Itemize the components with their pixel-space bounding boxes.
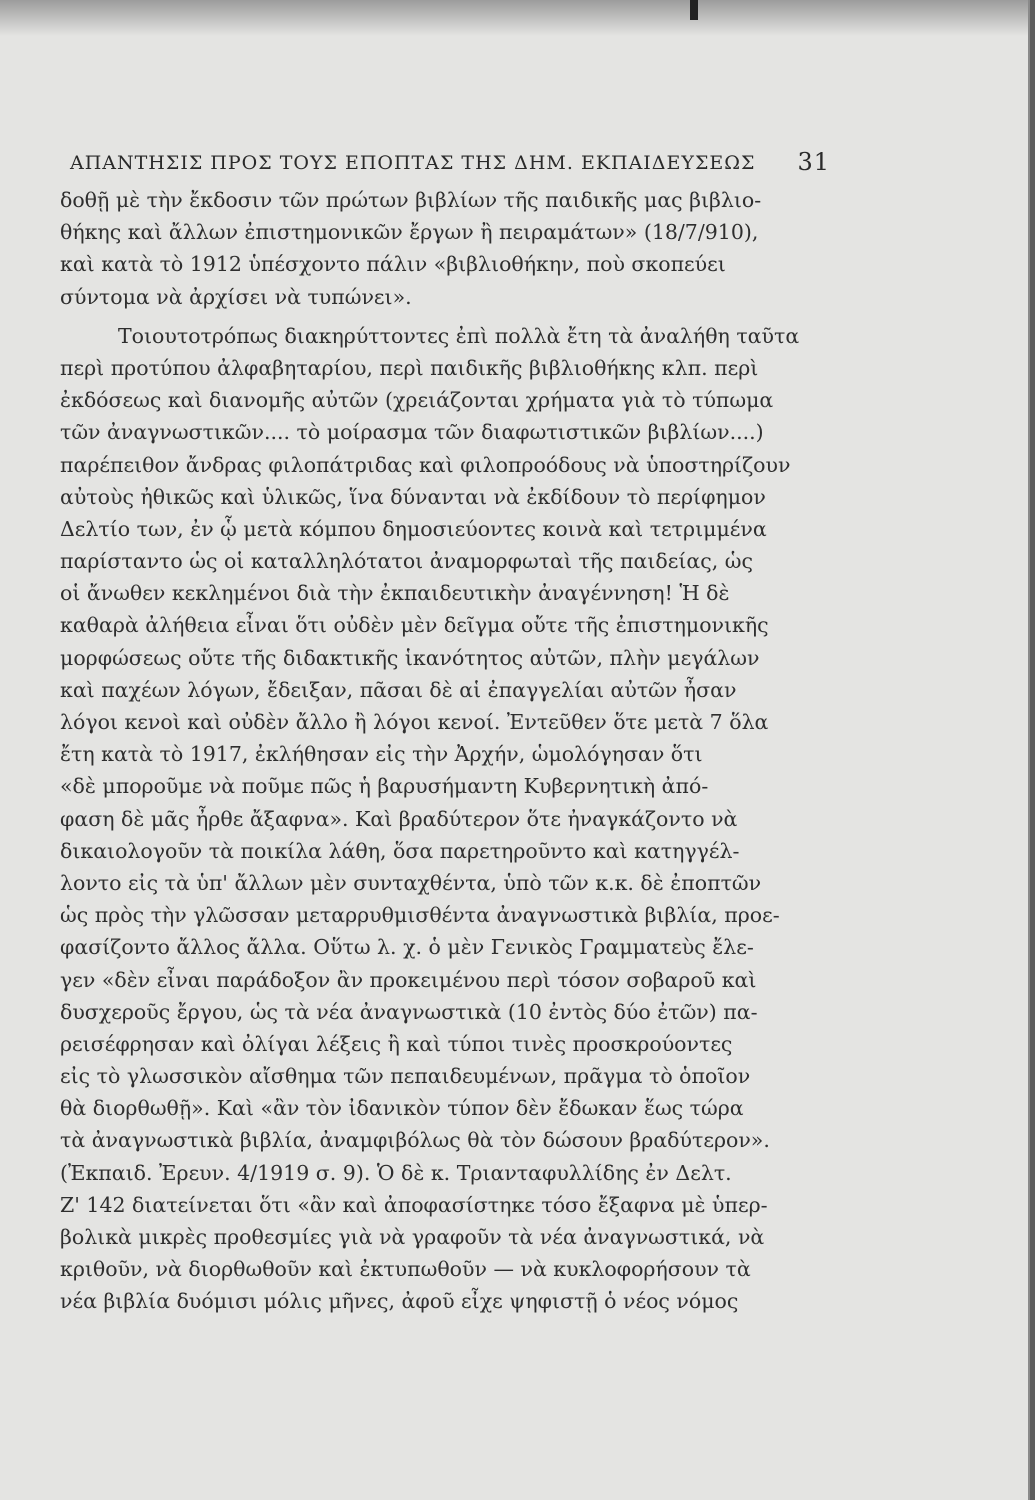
text-line: δυσχεροῦς ἔργου, ὡς τὰ νέα ἀναγνωστικὰ (10 ἐντὸς δύο ἐτῶν) πα- [60,999,758,1024]
text-line: Ζ' 142 διατείνεται ὅτι «ἂν καὶ ἀποφασίστηκε τόσο ἔξαφνα μὲ ὑπερ- [60,1192,768,1217]
text-line: δικαιολογοῦν τὰ ποικίλα λάθη, ὅσα παρετηροῦντο καὶ κατηγγέλ- [60,838,740,863]
running-header [70,148,830,176]
text-line: «δὲ μποροῦμε νὰ ποῦμε πῶς ἡ βαρυσήμαντη Κυβερνητικὴ ἀπό- [60,774,709,799]
text-line: Δελτίο των, ἐν ᾧ μετὰ κόμπου δημοσιεύοντες κοινὰ καὶ τετριμμένα [60,516,767,541]
text-line: λόγοι κενοὶ καὶ οὐδὲν ἄλλο ἢ λόγοι κενοί. Ἐντεῦθεν ὅτε μετὰ 7 ὅλα [60,710,769,734]
text-line: κριθοῦν, νὰ διορθωθοῦν καὶ ἐκτυπωθοῦν — νὰ κυκλοφορήσουν τὰ [60,1257,751,1282]
text-line: νέα βιβλία δυόμισι μόλις μῆνες, ἀφοῦ εἶχε ψηφιστῇ ὁ νέος νόμος [60,1289,739,1314]
body-text [60,184,815,1318]
text-line: αὐτοὺς ἠθικῶς καὶ ὑλικῶς, ἵνα δύνανται νὰ ἐκδίδουν τὸ περίφημον [60,484,766,509]
text-line: δοθῇ μὲ τὴν ἔκδοσιν τῶν πρώτων βιβλίων τῆς παιδικῆς μας βιβλιο- [60,188,762,212]
text-line: τὰ ἀναγνωστικὰ βιβλία, ἀναμφιβόλως θὰ τὸν δώσουν βραδύτερον». [60,1128,770,1153]
text-line: βολικὰ μικρὲς προθεσμίες γιὰ νὰ γραφοῦν τὰ νέα ἀναγνωστικά, νὰ [60,1225,765,1249]
text-line: ἐκδόσεως καὶ διανομῆς αὐτῶν (χρειάζονται χρήματα γιὰ τὸ τύπωμα [60,388,774,413]
text-line: ρεισέφρησαν καὶ ὀλίγαι λέξεις ἢ καὶ τύποι τινὲς προσκρούοντες [60,1031,733,1056]
text-line: παρέπειθον ἄνδρας φιλοπάτριδας καὶ φιλοπροόδους νὰ ὑποστηρίζουν [60,452,791,477]
running-header-title: ΑΠΑΝΤΗΣΙΣ ΠΡΟΣ ΤΟΥΣ ΕΠΟΠΤΑΣ ΤΗΣ ΔΗΜ. ΕΚΠΑΙΔΕΥΣΕΩΣ [70,152,756,174]
paragraph-first-line: Τοιουτοτρόπως διακηρύττοντες ἐπὶ πολλὰ ἔτη τὰ ἀναλήθη ταῦτα [118,323,800,348]
page-number: 31 [797,148,830,176]
text-line: ἔτη κατὰ τὸ 1917, ἐκλήθησαν εἰς τὴν Ἀρχήν, ὡμολόγησαν ὅτι [60,742,703,767]
text-line: καὶ κατὰ τὸ 1912 ὑπέσχοντο πάλιν «βιβλιοθήκην, ποὺ σκοπεύει [60,252,726,277]
text-line: φαση δὲ μᾶς ἦρθε ἄξαφνα». Καὶ βραδύτερον ὅτε ἠναγκάζοντο νὰ [60,806,738,831]
text-line: οἱ ἄνωθεν κεκλημένοι διὰ τὴν ἐκπαιδευτικὴν ἀναγέννηση! Ἡ δὲ [60,581,730,606]
text-line: μορφώσεως οὔτε τῆς διδακτικῆς ἱκανότητος αὐτῶν, πλὴν μεγάλων [60,645,760,670]
text-line: τῶν ἀναγνωστικῶν.... τὸ μοίρασμα τῶν διαφωτιστικῶν βιβλίων....) [60,420,764,445]
text-line: λοντο εἰς τὰ ὑπ' ἄλλων μὲν συνταχθέντα, ὑπὸ τῶν κ.κ. δὲ ἐποπτῶν [60,870,762,895]
text-line: (Ἐκπαιδ. Ἐρευν. 4/1919 σ. 9). Ὁ δὲ κ. Τριανταφυλλίδης ἐν Δελτ. [60,1160,732,1185]
text-line: φασίζοντο ἄλλος ἄλλα. Οὕτω λ. χ. ὁ μὲν Γενικὸς Γραμματεὺς ἔλε- [60,935,754,960]
text-line: θήκης καὶ ἄλλων ἐπιστημονικῶν ἔργων ἢ πειραμάτων» (18/7/910), [60,220,759,245]
text-line: γεν «δὲν εἶναι παράδοξον ἂν προκειμένου περὶ τόσον σοβαροῦ καὶ [60,967,757,992]
text-line: περὶ προτύπου ἀλφαβηταρίου, περὶ παιδικῆς βιβλιοθήκης κλπ. περὶ [60,355,759,380]
text-line: εἰς τὸ γλωσσικὸν αἴσθημα τῶν πεπαιδευμένων, πρᾶγμα τὸ ὁποῖον [60,1064,751,1089]
binding-strip [690,0,698,20]
text-line: ὡς πρὸς τὴν γλῶσσαν μεταρρυθμισθέντα ἀναγνωστικὰ βιβλία, προε- [60,903,780,928]
text-line: καθαρὰ ἀλήθεια εἶναι ὅτι οὐδὲν μὲν δεῖγμα οὔτε τῆς ἐπιστημονικῆς [60,613,769,638]
text-line: παρίσταντο ὡς οἱ καταλληλότατοι ἀναμορφωταὶ τῆς παιδείας, ὡς [60,549,753,574]
page-top-shadow [0,0,1028,36]
text-line: καὶ παχέων λόγων, ἔδειξαν, πᾶσαι δὲ αἱ ἐπαγγελίαι αὐτῶν ἦσαν [60,677,737,702]
text-line: θὰ διορθωθῇ». Καὶ «ἂν τὸν ἰδανικὸν τύπον δὲν ἔδωκαν ἕως τώρα [60,1096,744,1121]
text-line: σύντομα νὰ ἀρχίσει νὰ τυπώνει». [60,284,412,309]
